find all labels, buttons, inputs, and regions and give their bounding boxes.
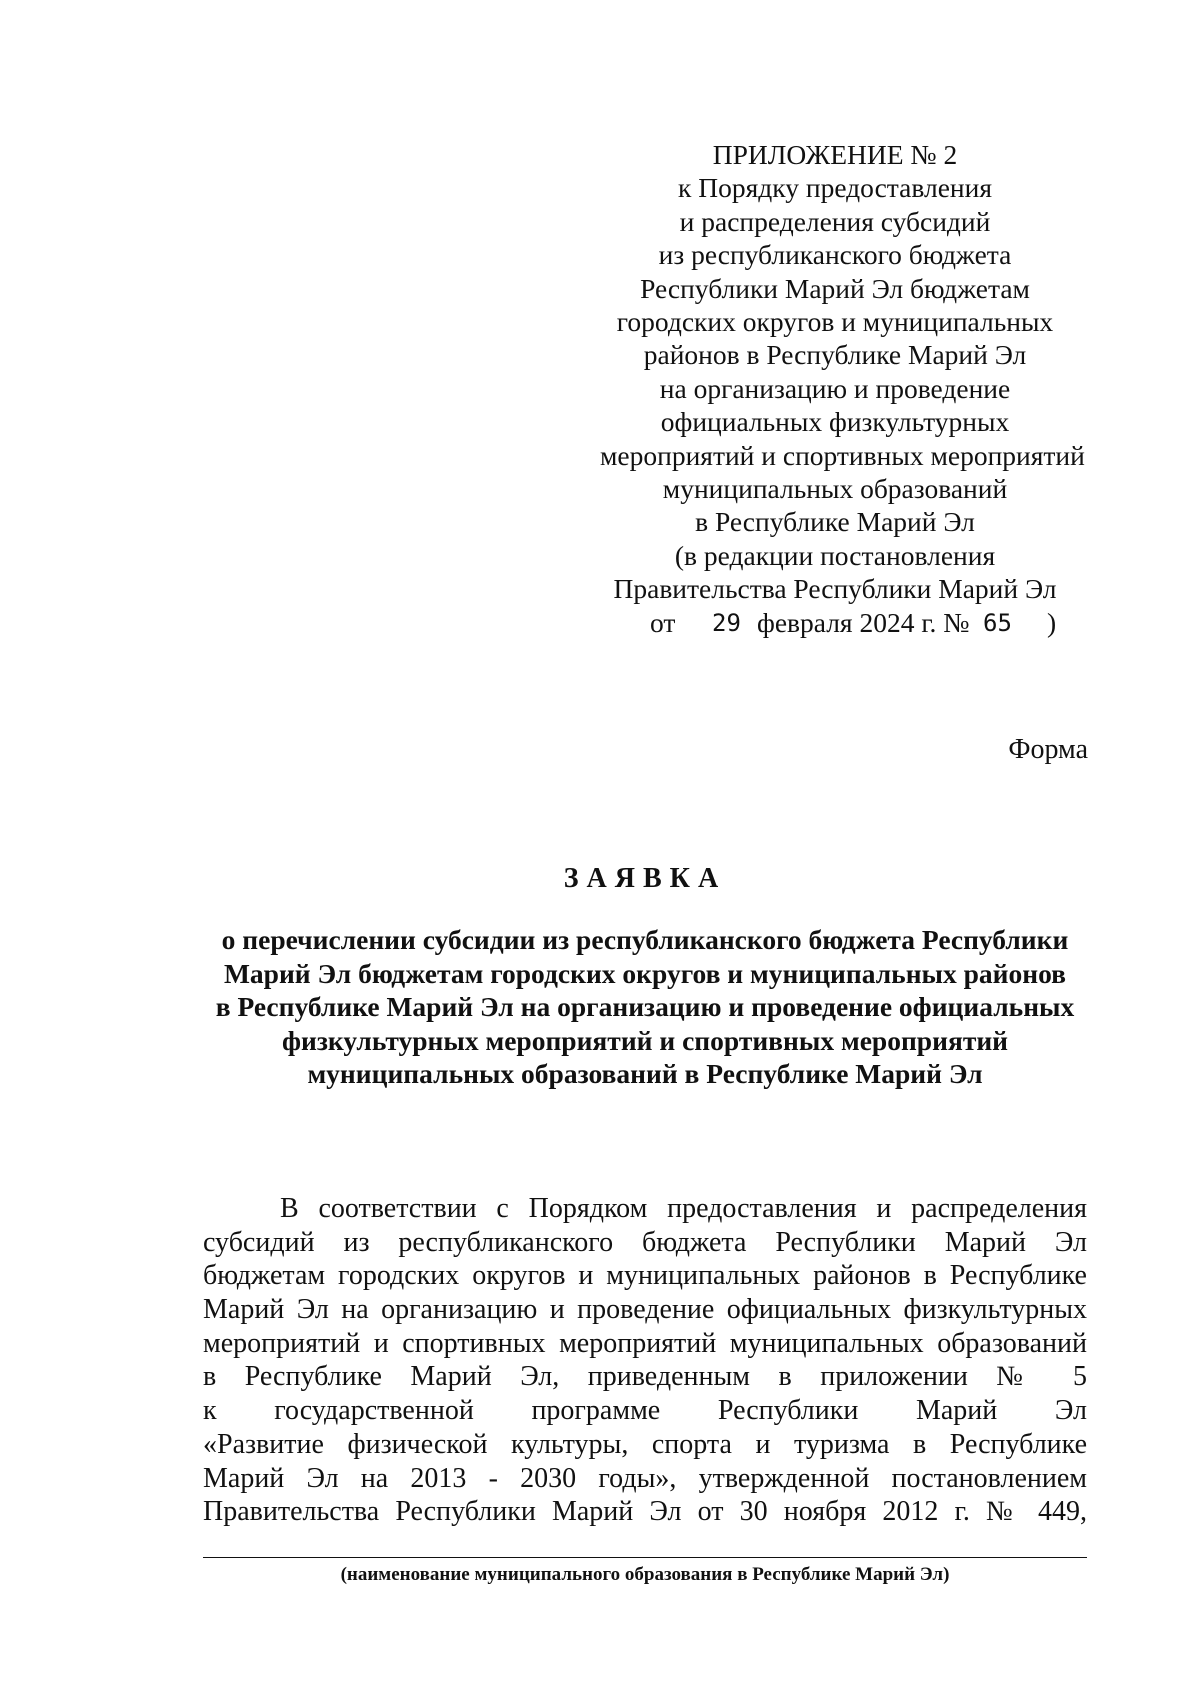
date-day: 29 [712, 608, 741, 637]
appendix-line: городских округов и муниципальных [616, 306, 1054, 338]
appendix-line: к Порядку предоставления [678, 172, 992, 204]
date-prefix: от [650, 606, 676, 638]
body-line: субсидий из республиканского бюджета Республики Марий Эл [203, 1226, 1087, 1258]
body-line: мероприятий и спортивных мероприятий муниципальных образований [203, 1327, 1087, 1359]
body-line: Марий Эл на 2013 - 2030 годы», утвержденной постановлением [203, 1462, 1087, 1494]
document-title: ЗАЯВКА [563, 863, 727, 894]
appendix-line: в Республике Марий Эл [695, 506, 975, 538]
date-month-year: февраля 2024 г. № [757, 606, 970, 638]
appendix-line: Правительства Республики Марий Эл [613, 573, 1057, 605]
appendix-line: официальных физкультурных [660, 406, 1010, 438]
resolution-number: 65 [983, 608, 1012, 637]
appendix-line: мероприятий и спортивных мероприятий [600, 439, 1085, 471]
subtitle-line: муниципальных образований в Республике Марий Эл [307, 1058, 983, 1090]
form-label: Форма [1008, 734, 1088, 765]
appendix-line: (в редакции постановления [674, 539, 996, 571]
body-line: в Республике Марий Эл, приведенным в приложении № 5 [203, 1361, 1087, 1393]
appendix-line: Республики Марий Эл бюджетам [640, 272, 1030, 304]
appendix-line: районов в Республике Марий Эл [643, 339, 1027, 371]
body-paragraph [203, 1192, 1087, 1529]
body-line: бюджетам городских округов и муниципальных районов в Республике [203, 1260, 1087, 1292]
subtitle-line: в Республике Марий Эл на организацию и проведение официальных [215, 991, 1075, 1023]
body-line: «Развитие физической культуры, спорта и туризма в Республике [203, 1428, 1087, 1460]
appendix-header [600, 138, 1085, 639]
document-subtitle [200, 923, 1090, 1091]
body-line: Правительства Республики Марий Эл от 30 ноября 2012 г. № 449, [203, 1496, 1087, 1528]
appendix-title: ПРИЛОЖЕНИЕ № 2 [712, 139, 958, 170]
appendix-line: на организацию и проведение [659, 372, 1011, 404]
subtitle-line: о перечислении субсидии из республиканского бюджета Республики [221, 924, 1069, 955]
fill-in-line [203, 1557, 1087, 1558]
date-close-paren: ) [1047, 606, 1057, 638]
subtitle-line: Марий Эл бюджетам городских округов и муниципальных районов [223, 957, 1067, 989]
body-line: Марий Эл на организацию и проведение официальных физкультурных [203, 1294, 1087, 1326]
body-line: В соответствии с Порядком предоставления и распределения [280, 1193, 1087, 1224]
fill-in-caption: (наименование муниципального образования в Республике Марий Эл) [340, 1564, 950, 1585]
appendix-line: и распределения субсидий [679, 205, 991, 237]
subtitle-line: физкультурных мероприятий и спортивных мероприятий [281, 1024, 1009, 1056]
appendix-date-line [600, 606, 1070, 639]
appendix-line: из республиканского бюджета [658, 239, 1012, 271]
body-line: к государственной программе Республики Марий Эл [203, 1395, 1087, 1427]
appendix-line: муниципальных образований [662, 473, 1008, 505]
